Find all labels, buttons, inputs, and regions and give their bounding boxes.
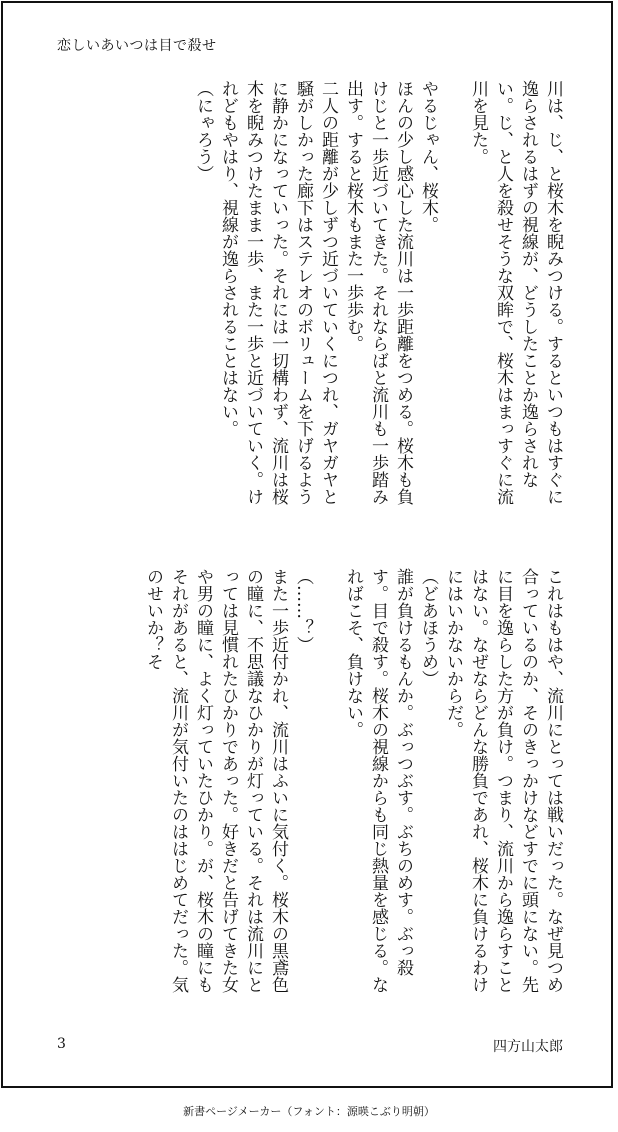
blank-line <box>440 80 465 520</box>
paragraph: ほんの少し感心した流川は一歩距離をつめる。桜木も負けじと一歩近づいてきた。それならばと流川も一歩踏み出す。すると桜木もまた一歩歩む。 <box>343 80 413 505</box>
book-title: 恋しいあいつは目で殺せ <box>57 38 217 54</box>
paragraph: 川は、じ、と桜木を睨みつける。するといつもはすぐに逸らされるはずの視線が、どうしたことか逸らされない。じ、と人を殺せそうな双眸で、桜木はまっすぐに流川を見た。 <box>468 80 563 505</box>
upper-text-block <box>57 80 565 520</box>
paragraph: 誰が負けるもんか。ぶっつぶす。ぶちのめす。ぶっ殺す。目で殺す。桜木の視線からも同じ熱量を感じる。なればこそ、負けない。 <box>343 568 413 993</box>
paragraph: これはもはや、流川にとっては戦いだった。なぜ見つめ合っているのか、そのきっかけなどすでに頭にない。先に目を逸らした方が負け。つまり、流川から逸らすことはない。なぜならどんな勝負であれ、桜木に負けるわけにはいかないからだ。 <box>443 568 563 993</box>
paragraph: （にゃろう） <box>193 80 213 182</box>
page-number: 3 <box>57 1036 66 1052</box>
author-name: 四方山太郎 <box>493 1039 563 1055</box>
paragraph: （どあほうめ） <box>418 568 438 687</box>
paragraph: やるじゃん、桜木。 <box>418 80 438 233</box>
paragraph: （……？） <box>293 568 313 653</box>
lower-text-block <box>57 568 565 1008</box>
blank-line <box>315 568 340 1008</box>
footer-credit: 新書ページメーカー（フォント：源暎こぶり明朝） <box>183 1105 435 1118</box>
paragraph: また一歩近付かれ、流川はふいに気付く。桜木の黒鳶色の瞳に、不思議なひかりが灯っている。それは流川にとっては見慣れたひかりであった。好きだと告げてきた女や男の瞳に、よく灯っていたひかり。が、桜木の瞳にもそれがあると、流川が気付いたのははじめてだった。気のせいか？そ <box>143 568 288 993</box>
paragraph: 二人の距離が少しずつ近づいていくにつれ、ガヤガヤと騒がしかった廊下はステレオのボリュームを下げるように静かになっていった。それには一切構わず、流川は桜木を睨みつけたまま一歩、また一歩と近づいていく。けれどもやはり、視線が逸らされることはない。 <box>218 80 338 505</box>
